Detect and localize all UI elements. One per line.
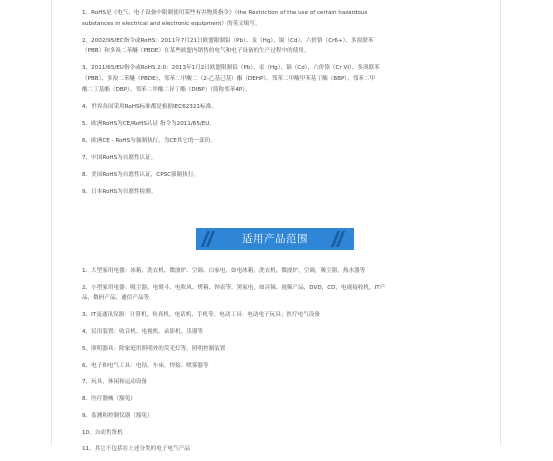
text-line: 8、医疗器械（豁免） [82,396,136,403]
banner-title: 适用产品范围 [242,233,308,245]
scope-item-1 [82,266,494,277]
section-banner [196,228,354,250]
scope-item-3 [82,310,494,321]
text-line: 8、美国RoHS为自愿性认证，CPSC强制执行。 [82,172,200,179]
rohs-item-4 [82,102,494,113]
scope-item-2 [82,283,494,304]
text-line: 酸二丁基酯（DBP）、邻苯二甲酸二异丁酯（DIBP）（简称邻苯4P）。 [82,86,251,93]
text-line: 1、RoHS是《电气、电子设备中限制使用某些有害物质指令》（the Restriction of the use of certain hazardous [82,10,368,16]
text-line: （PBB）、多溴二苯醚（PBDE）、邻苯二甲酸二（2-乙基己基）酯（DEHP）、邻苯二甲酸甲苯基丁酯（BBP）、邻苯二甲 [82,75,376,82]
rohs-item-5 [82,119,494,130]
text-line: 2、2002/95/EC指令或RoHS：2011年7月21日欧盟限制铅（Pb）、汞（Hg）、镉（Cd）、六价铬（Cr6+）、多溴联苯 [82,37,374,44]
text-line: 3、IT及通讯仪器：计算机、传真机、电话机、手机等、电动工具：电动电子玩具；医疗电气设备 [82,312,320,319]
text-line: 9、监测和控制仪器（豁免） [82,412,153,419]
rohs-item-7 [82,153,494,164]
right-divider [500,0,501,446]
scope-item-5 [82,344,494,355]
rohs-info-section [82,8,494,204]
text-line: 品，数码产品，通信产品等 [82,295,150,302]
text-line: 9、日本RoHS为自愿性检测。 [82,189,157,196]
scope-item-9 [82,411,494,422]
scope-item-6 [82,361,494,372]
text-line: 11、其它不包括在上述分类的电子电气产品 [82,446,190,453]
rohs-item-8 [82,170,494,181]
banner-stripes-right-icon [334,231,348,247]
scope-item-8 [82,394,494,405]
rohs-item-6 [82,136,494,147]
rohs-item-2 [82,36,494,57]
text-line: 4、世界各国采用RoHS标准都是根据IEC62321标准。 [82,103,217,110]
text-line: 3、2011/65/EU指令或RoHS 2.0：2013年1月2日欧盟限制铅（Pb）、汞（Hg）、镉（Cd）、六价铬（Cr VI）、多溴联苯 [82,65,380,72]
rohs-item-1 [82,8,494,29]
text-line: 2、小型家用电器：吸尘器、电熨斗、电吹风、烤箱、钟表等、黑家电，如音频、视频产品，DVD，CD，电视接收机，IT产 [82,284,386,291]
text-line: （PBB）和多溴二苯醚（PBDE）在某些欧盟内销售的电气和电子设备的生产过程中的使用。 [82,48,310,55]
rohs-item-9 [82,187,494,198]
text-line: 10、自动售货机 [82,429,123,436]
scope-item-7 [82,377,494,388]
text-line: 6、电子和电气工具：电钻、车床、焊接、喷雾器等 [82,362,209,369]
text-line: 7、玩具，休闲和运动设备 [82,379,148,386]
text-line: 5、欧洲RoHS为CE/RoHS认证 指令为2011/65/EU。 [82,120,215,127]
text-line: 5、照明器具：除家庭用照明外的荧光灯等，照明控制装置 [82,345,226,352]
text-line: 4、民用装置：收音机、电视机、录影机、乐器等 [82,328,204,335]
text-line: 1、大型家用电器：冰箱、洗衣机、微波炉、空调、白家电，如电冰箱，洗衣机，微波炉，空调，吸尘器，热水器等 [82,268,366,274]
left-divider [51,0,52,446]
scope-item-4 [82,327,494,338]
text-line: 6、欧洲CE - RoHS为强制执行，为CE其它的一部份。 [82,137,216,144]
text-line: 7、中国RoHS为自愿性认证。 [82,154,157,161]
rohs-item-3 [82,63,494,95]
text-line: substances in electrical and electronic equipment）的英文缩写。 [82,20,261,27]
scope-item-10 [82,428,494,439]
product-scope-list [82,266,494,461]
